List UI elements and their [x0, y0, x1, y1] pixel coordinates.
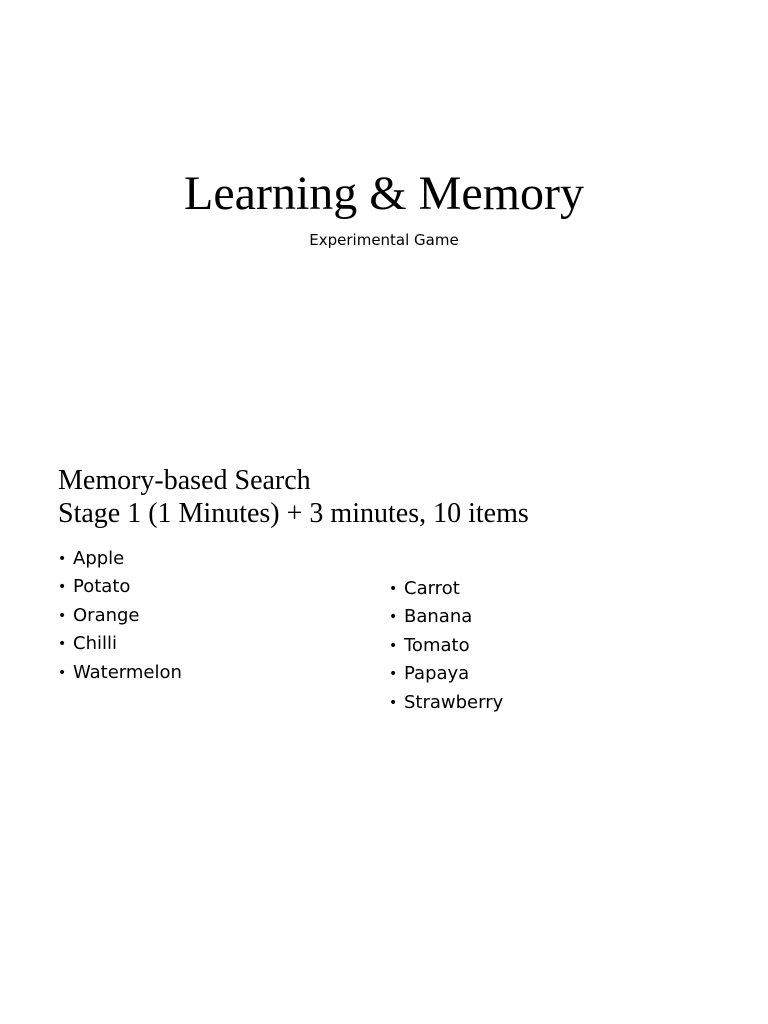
- list-item: [58, 630, 182, 658]
- bullet-icon: •: [58, 579, 67, 596]
- list-item-label: Carrot: [404, 578, 460, 599]
- list-item: [389, 632, 503, 660]
- content-slide: [0, 430, 768, 1024]
- list-item-label: Papaya: [404, 663, 470, 685]
- bullet-icon: •: [389, 666, 398, 683]
- item-list-left: [58, 545, 182, 687]
- list-item-label: Chilli: [73, 633, 117, 655]
- list-item: [389, 575, 503, 603]
- list-item-label: Banana: [404, 606, 473, 628]
- page-subtitle: Experimental Game: [309, 231, 459, 249]
- bullet-icon: •: [389, 609, 398, 626]
- section-heading: [58, 464, 529, 530]
- list-item: [389, 689, 503, 717]
- bullet-icon: •: [389, 581, 398, 597]
- page-title: Learning & Memory: [184, 167, 584, 220]
- section-heading-line-2: Stage 1 (1 Minutes) + 3 minutes, 10 items: [58, 498, 529, 529]
- list-item: [389, 660, 503, 688]
- list-item: [58, 545, 182, 573]
- list-item-label: Tomato: [404, 634, 470, 656]
- list-item: [389, 603, 503, 631]
- item-list-right: [389, 575, 503, 717]
- list-item-label: Orange: [73, 604, 140, 626]
- bullet-icon: •: [58, 607, 67, 624]
- list-item-label: Watermelon: [73, 661, 182, 683]
- title-slide: [0, 0, 768, 430]
- list-item: [58, 602, 182, 630]
- list-item: [58, 573, 182, 601]
- bullet-icon: •: [58, 551, 67, 567]
- list-item-label: Strawberry: [404, 691, 504, 713]
- bullet-icon: •: [389, 637, 398, 654]
- list-item: [58, 659, 182, 687]
- bullet-icon: •: [389, 694, 398, 711]
- bullet-icon: •: [58, 664, 67, 681]
- section-heading-line-1: Memory-based Search: [58, 465, 311, 496]
- bullet-icon: •: [58, 636, 67, 653]
- list-item-label: Apple: [73, 548, 125, 569]
- list-item-label: Potato: [73, 576, 131, 598]
